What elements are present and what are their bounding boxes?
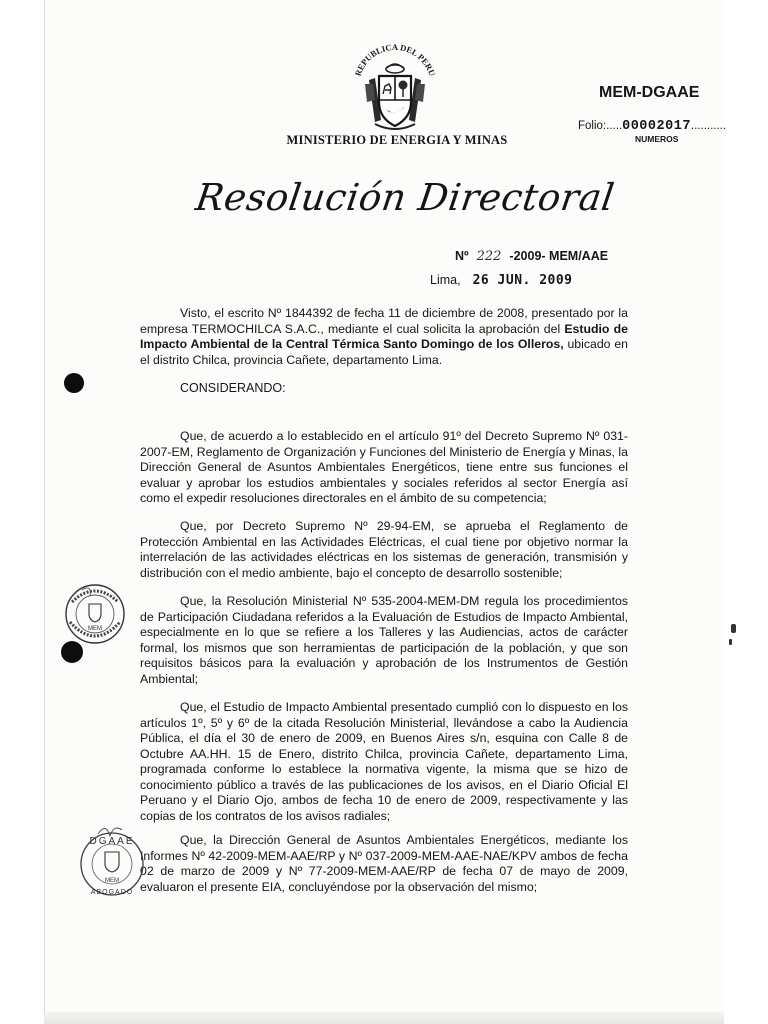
folio-sublabel: NUMEROS (635, 134, 679, 144)
resolution-suffix: -2009- MEM/AAE (509, 249, 609, 263)
body-paragraph-text: Que, de acuerdo a lo establecido en el artículo 91º del Decreto Supremo Nº 031-2007-EM, Reglamento de Organización y Funciones del Ministerio de Energía y Minas, la Dirección General de Asuntos Ambientales Energéticos, tiene entre sus funciones el evaluar y aprobar los estudios ambientales y sociales referidos al sector Energía así como el expedir resoluciones directorales en el ámbito de su competencia; (140, 429, 628, 505)
body-paragraph-1 (140, 429, 628, 507)
visto-paragraph (140, 306, 628, 368)
date-place: Lima, (430, 273, 461, 287)
date-line (430, 273, 573, 288)
stamp-2-mid-text: MEM (105, 878, 119, 884)
body-paragraph-4 (140, 700, 628, 824)
ministry-name: MINISTERIO DE ENERGIA Y MINAS (286, 133, 508, 147)
document-title: Resolución Directoral (192, 176, 618, 219)
considerando-heading: CONSIDERANDO: (180, 381, 286, 395)
page-bottom-edge (44, 1012, 724, 1024)
folio-label: Folio: (578, 120, 607, 132)
body-paragraph-text: Que, la Resolución Ministerial Nº 535-2004-MEM-DM regula los procedimientos de Participación Ciudadana referidos a la Evaluación de Estudios de Impacto Ambiental, especialmente en lo que se refiere a los Talleres y las Audiencias, actos de carácter formal, los mismos que son herramientas de participación de la población, y que son requisitos básicos para la evaluación y aprobación de los Instrumentos de Gestión Ambiental; (140, 594, 628, 686)
scan-margin-left (0, 0, 44, 1024)
visto-text-bold: Estudio de Impacto Ambiental de la Central Térmica Santo Domingo de los Olleros, (140, 321, 628, 351)
body-paragraph-text: Que, la Dirección General de Asuntos Ambientales Energéticos, mediante los Informes Nº 42-2009-MEM-AAE/RP y Nº 037-2009-MEM-AAE-NAE/KPV ambos de fecha 02 de marzo de 2009 y Nº 77-2009-MEM-AAE/RP de fecha 07 de mayo de 2009, evaluaron el presente EIA, concluyéndose por la observación del mismo; (140, 833, 628, 894)
coat-of-arms-seal (345, 42, 445, 134)
stamp-1-text: MEM (88, 626, 102, 632)
stamp-2-bottom-text: ABOGADO (90, 889, 134, 896)
body-paragraph-3 (140, 594, 628, 687)
scan-speck (731, 624, 736, 633)
resolution-number (455, 249, 608, 264)
official-stamp-1 (62, 582, 128, 646)
body-paragraph-5 (140, 833, 628, 895)
date-stamp: 26 JUN. 2009 (472, 273, 573, 288)
punch-hole-top (64, 373, 84, 393)
seal-republic-text: REPUBLICA DEL PERU (352, 42, 438, 78)
body-paragraph-text: Que, por Decreto Supremo Nº 29-94-EM, se aprueba el Reglamento de Protección Ambiental en las Actividades Eléctricas, el cual tiene por objetivo normar la interrelación de las actividades eléctricas en los sistemas de generación, transmisión y distribución con el medio ambiente, bajo el concepto de desarrollo sostenible; (140, 519, 628, 580)
stamp-2-top-text: DGAAE (89, 836, 135, 847)
office-code: MEM-DGAAE (599, 84, 700, 101)
scan-margin-right (724, 0, 768, 1024)
body-paragraph-2 (140, 519, 628, 581)
punch-hole-bottom (61, 641, 83, 663)
svg-text:REPUBLICA DEL PERU (353, 42, 438, 77)
visto-text-start: Visto, el escrito Nº 1844392 de fecha 11 de diciembre de 2008, presentado por la empresa TERMOCHILCA S.A.C., mediante el cual solicita la aprobación del (140, 306, 628, 336)
folio-line: Folio:.....00002017........... (578, 119, 727, 134)
visto-text-end: ubicado en el distrito Chilca, provincia Cañete, departamento Lima. (140, 337, 628, 367)
lawyer-stamp (76, 820, 150, 904)
resolution-prefix: Nº (455, 249, 469, 263)
body-paragraph-text: Que, el Estudio de Impacto Ambiental presentado cumplió con lo dispuesto en los artículos 1º, 5º y 6º de la citada Resolución Ministerial, llevándose a cabo la Audiencia Pública, el día el 30 de enero de 2009, en Buenos Aires s/n, esquina con Calle 8 de Octubre AA.HH. 15 de Enero, distrito Chilca, provincia Cañete, departamento Lima, programada conforme lo establece la normativa vigente, la misma que se hizo de conocimiento público a través de las publicaciones de los avisos, en el Diario Oficial El Peruano y el Diario Ojo, ambos de fecha 10 de enero de 2009, respectivamente y las copias de los contratos de los avisos radiales; (140, 700, 628, 823)
folio-number: 00002017 (622, 119, 691, 134)
scan-speck (729, 639, 732, 645)
resolution-handwritten-number: 222 (476, 249, 502, 264)
